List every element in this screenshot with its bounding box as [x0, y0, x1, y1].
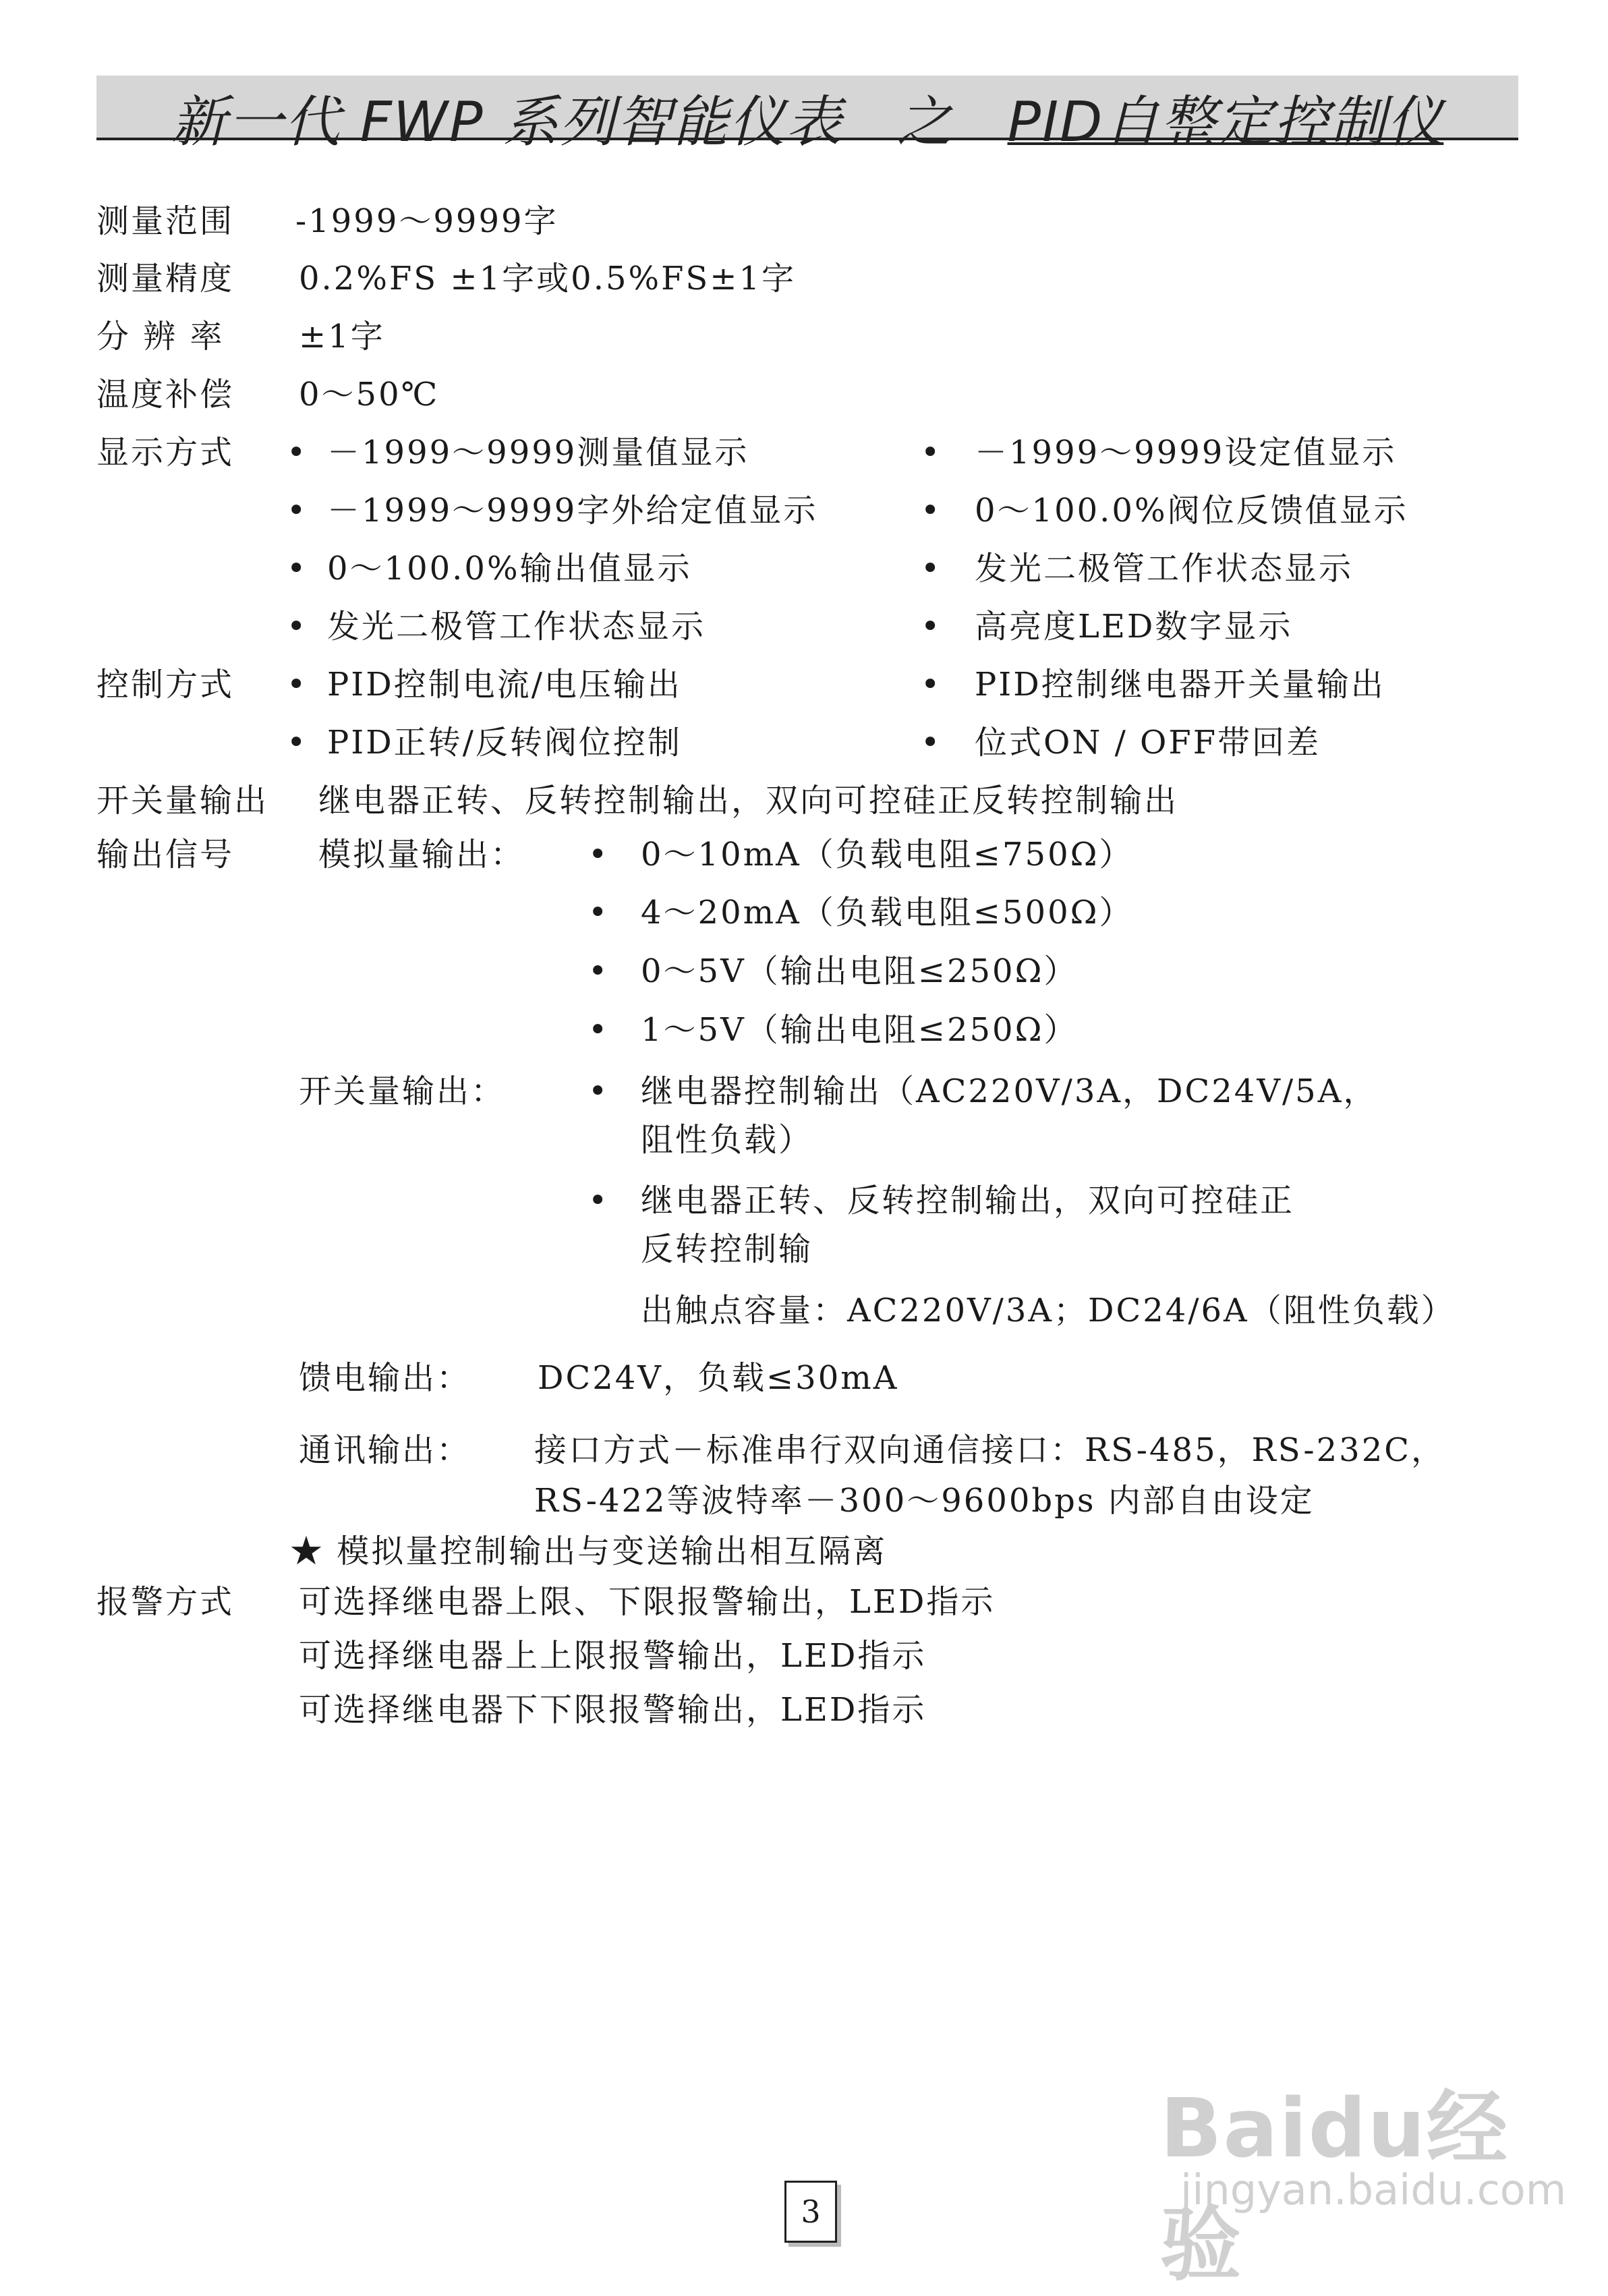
display-right-item: 高亮度LED数字显示 [975, 608, 1293, 645]
temp-comp-label: 温度补偿 [96, 376, 235, 413]
analog-output-label: 模拟量输出： [318, 836, 525, 873]
page-header [96, 76, 1518, 154]
header-product: PID自整定控制仪 [1007, 90, 1444, 154]
alarm-line: 可选择继电器上限、下限报警输出，LED指示 [299, 1583, 996, 1621]
header-series: 新一代 FWP 系列智能仪表 [171, 90, 843, 154]
switch-out-value: 继电器正转、反转控制输出，双向可控硅正反转控制输出 [318, 782, 1179, 820]
accuracy-value: 0.2%FS ±1字或0.5%FS±1字 [299, 260, 797, 297]
page-number: 3 [784, 2181, 837, 2243]
alarm-label: 报警方式 [96, 1583, 235, 1621]
display-left-item: －1999～9999测量值显示 [327, 434, 749, 471]
analog-output-item: 0～5V（输出电阻≤250Ω） [641, 952, 1079, 990]
bullet: • [921, 434, 942, 471]
alarm-line: 可选择继电器上上限报警输出，LED指示 [299, 1637, 927, 1675]
analog-output-item: 4～20mA（负载电阻≤500Ω） [641, 894, 1134, 931]
control-right-item: 位式ON / OFF带回差 [975, 724, 1321, 762]
bullet: • [287, 666, 308, 704]
header-connector: 之 [896, 90, 954, 154]
isolation-note: ★ 模拟量控制输出与变送输出相互隔离 [290, 1532, 888, 1570]
display-left-item: 0～100.0%输出值显示 [327, 550, 692, 587]
accuracy-label: 测量精度 [96, 260, 235, 297]
bullet: • [588, 1011, 610, 1049]
bullet: • [287, 608, 308, 645]
bullet: • [287, 492, 308, 529]
display-left-item: －1999～9999字外给定值显示 [327, 492, 818, 529]
switch-output-item: 继电器控制输出（AC220V/3A，DC24V/5A， [641, 1072, 1378, 1110]
contact-capacity: 出触点容量：AC220V/3A；DC24/6A（阻性负载） [641, 1292, 1456, 1329]
switch-output-item: 继电器正转、反转控制输出，双向可控硅正 [641, 1182, 1295, 1219]
watermark-brand: Baidu经验 [1160, 2082, 1509, 2292]
alarm-line: 可选择继电器下下限报警输出，LED指示 [299, 1691, 927, 1729]
output-signal-label: 输出信号 [96, 836, 235, 873]
resolution-value: ±1字 [299, 318, 385, 355]
comm-output-label: 通讯输出： [299, 1431, 471, 1469]
display-label: 显示方式 [96, 434, 235, 471]
header-title [96, 78, 1518, 157]
control-right-item: PID控制继电器开关量输出 [975, 666, 1385, 704]
temp-comp-value: 0～50℃ [299, 376, 440, 413]
bullet: • [921, 666, 942, 704]
switch-output-label: 开关量输出： [299, 1072, 506, 1110]
range-label: 测量范围 [96, 202, 235, 240]
analog-output-item: 1～5V（输出电阻≤250Ω） [641, 1011, 1079, 1049]
control-label: 控制方式 [96, 666, 235, 704]
bullet: • [588, 836, 610, 873]
display-right-item: 0～100.0%阀位反馈值显示 [975, 492, 1408, 529]
control-left-item: PID正转/反转阀位控制 [327, 724, 682, 762]
feed-output-value: DC24V，负载≤30mA [538, 1359, 899, 1397]
comm-output-line: 接口方式－标准串行双向通信接口：RS-485，RS-232C， [534, 1431, 1445, 1469]
bullet: • [588, 952, 610, 990]
bullet: • [921, 608, 942, 645]
comm-output-line: RS-422等波特率－300～9600bps 内部自由设定 [534, 1482, 1315, 1520]
resolution-label: 分 辨 率 [96, 318, 225, 355]
control-left-item: PID控制电流/电压输出 [327, 666, 682, 704]
bullet: • [921, 492, 942, 529]
bullet: • [588, 1182, 610, 1219]
feed-output-label: 馈电输出： [299, 1359, 471, 1397]
display-right-item: －1999～9999设定值显示 [975, 434, 1397, 471]
bullet: • [921, 724, 942, 762]
switch-output-item-cont: 反转控制输 [641, 1230, 813, 1268]
bullet: • [921, 550, 942, 587]
display-left-item: 发光二极管工作状态显示 [327, 608, 706, 645]
watermark-url: jingyan.baidu.com [1180, 2165, 1567, 2214]
bullet: • [287, 434, 308, 471]
range-value: -1999～9999字 [295, 202, 558, 240]
bullet: • [588, 1072, 610, 1110]
bullet: • [287, 550, 308, 587]
baidu-watermark [1160, 2064, 1567, 2292]
bullet: • [287, 724, 308, 762]
switch-output-item-cont: 阻性负载） [641, 1121, 813, 1159]
bullet: • [588, 894, 610, 931]
analog-output-item: 0～10mA（负载电阻≤750Ω） [641, 836, 1134, 873]
switch-out-label: 开关量输出 [96, 782, 269, 820]
display-right-item: 发光二极管工作状态显示 [975, 550, 1354, 587]
